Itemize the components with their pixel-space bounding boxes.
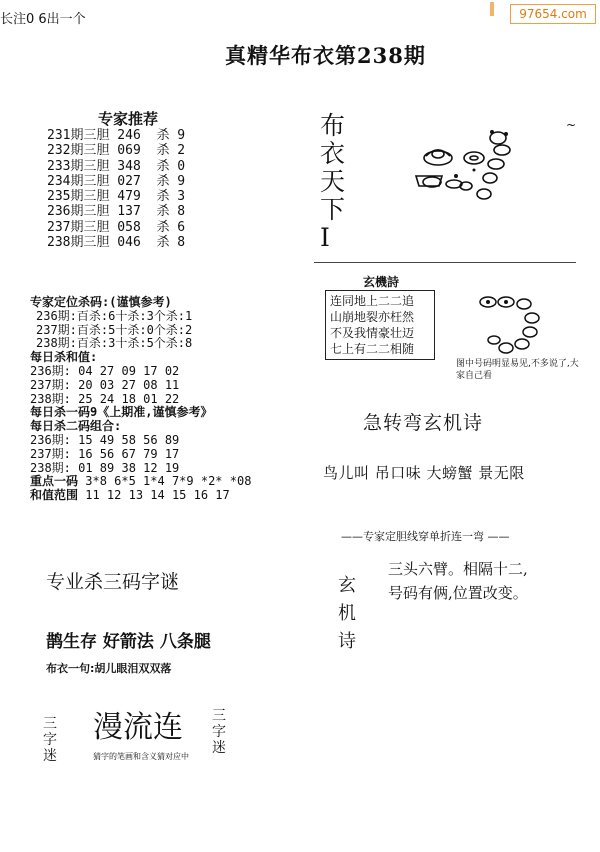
vertical-char: I (320, 223, 330, 252)
daily-kill-two-row: 237期: 16 56 67 79 17 (30, 446, 180, 461)
vertical-char: 迷 (212, 740, 226, 756)
top-scrollbar-mark (490, 2, 494, 16)
buyi-one-line: 布衣一句:胡儿眼泪双双落 (46, 662, 172, 675)
curve-riddle-line: 鸟儿叫 吊口味 大螃蟹 景无限 (323, 464, 525, 482)
vertical-char: 字 (43, 732, 57, 748)
xuanji-line: 三头六臂。相隔十二, (388, 560, 528, 578)
daily-kill-two-row: 238期: 01 89 38 12 19 (30, 460, 180, 475)
poem-note: 图中号码明显易见,不多说了,大家自己看 (456, 359, 579, 381)
vertical-char: 下 (320, 195, 346, 224)
vertical-char: 玄 (338, 575, 356, 596)
sum-range-values: 11 12 13 14 15 16 17 (85, 488, 230, 503)
section-divider (314, 262, 576, 263)
riddle-big-word: 漫流连 (93, 710, 183, 745)
clover-beads-icon (476, 290, 556, 358)
right-three-char-riddle-label (211, 708, 227, 756)
expert-recommend-list (47, 128, 185, 250)
expert-divider-line: ——专家定胆线穿单折连一弯 —— (341, 530, 510, 543)
page-title: 真精华布衣第238期 (225, 43, 426, 68)
poem-box (325, 290, 435, 360)
expert-row: 237期三胆 058 杀 6 (47, 219, 186, 235)
daily-kill-sum-title: 每日杀和值: (30, 350, 98, 365)
riddle-hint: 猜字的笔画和含义猜对应中 (93, 752, 189, 761)
corner-mark: ~ (566, 118, 577, 132)
objects-drawing-icon (408, 120, 548, 230)
daily-kill-sum-row: 237期: 20 03 27 08 11 (30, 377, 180, 392)
curve-poem-heading: 急转弯玄机诗 (363, 412, 484, 434)
position-kill-row: 236期:百杀:6十杀:3个杀:1 (36, 308, 193, 323)
cloth-world-vertical-title (320, 112, 345, 252)
expert-row: 232期三胆 069 杀 2 (47, 143, 186, 159)
expert-row: 235期三胆 479 杀 3 (47, 189, 186, 205)
vertical-char: 迷 (43, 748, 57, 764)
daily-kill-sum-row: 236期: 04 27 09 17 02 (30, 363, 180, 378)
vertical-char: 三 (43, 716, 57, 732)
left-three-char-riddle-label (42, 716, 58, 764)
expert-row: 236期三胆 137 杀 8 (47, 204, 186, 220)
vertical-char: 字 (212, 724, 226, 740)
daily-kill-two-row: 236期: 15 49 58 56 89 (30, 432, 180, 447)
poem-line: 不及我情豪壮迈 (330, 326, 415, 340)
vertical-char: 衣 (320, 139, 346, 168)
three-riddles-line: 鹊生存 好箭法 八条腿 (46, 632, 211, 652)
daily-kill-sum-row: 238期: 25 24 18 01 22 (30, 391, 180, 406)
xuanji-poem-text (388, 557, 528, 605)
position-kill-row: 238期:百杀:3十杀:5个杀:8 (36, 336, 193, 351)
three-code-riddle-heading: 专业杀三码字谜 (46, 571, 180, 593)
key-point-values: 3*8 6*5 1*4 7*9 *2* *08 (85, 474, 252, 489)
daily-kill-two-title: 每日杀二码组合: (30, 419, 122, 434)
key-point-label: 重点一码 (30, 474, 79, 489)
poem-line: 山崩地裂亦枉然 (330, 310, 415, 324)
kill-code-section (30, 296, 290, 503)
expert-row: 234期三胆 027 杀 9 (47, 173, 186, 189)
poem-line: 连同地上二二追 (330, 294, 415, 308)
vertical-char: 机 (338, 603, 356, 624)
position-kill-title: 专家定位杀码:(谨慎参考) (30, 295, 172, 309)
expert-row: 231期三胆 246 杀 9 (47, 128, 186, 143)
vertical-char: 布 (320, 111, 346, 140)
vertical-char: 诗 (338, 631, 356, 652)
poem-line: 七上有二二相随 (330, 342, 415, 356)
expert-row: 238期三胆 046 杀 8 (47, 235, 186, 251)
expert-recommend-title: 专家推荐 (98, 110, 159, 128)
xuanji-line: 号码有俩,位置改变。 (388, 584, 528, 602)
vertical-char: 三 (212, 708, 226, 724)
sum-range-label: 和值范围 (30, 488, 79, 503)
expert-row: 233期三胆 348 杀 0 (47, 158, 186, 174)
top-fragment-text: 长注0 6出一个 (0, 12, 86, 27)
daily-kill-one-title: 每日杀一码9《上期准,谨慎参考》 (30, 405, 213, 420)
poem-title: 玄機詩 (340, 273, 422, 291)
position-kill-row: 237期:百杀:5十杀:0个杀:2 (36, 322, 193, 337)
xuanji-vertical-title (336, 572, 358, 656)
sum-range-row (30, 489, 290, 503)
vertical-char: 天 (320, 167, 346, 196)
site-watermark-badge: 97654.com (510, 4, 596, 24)
